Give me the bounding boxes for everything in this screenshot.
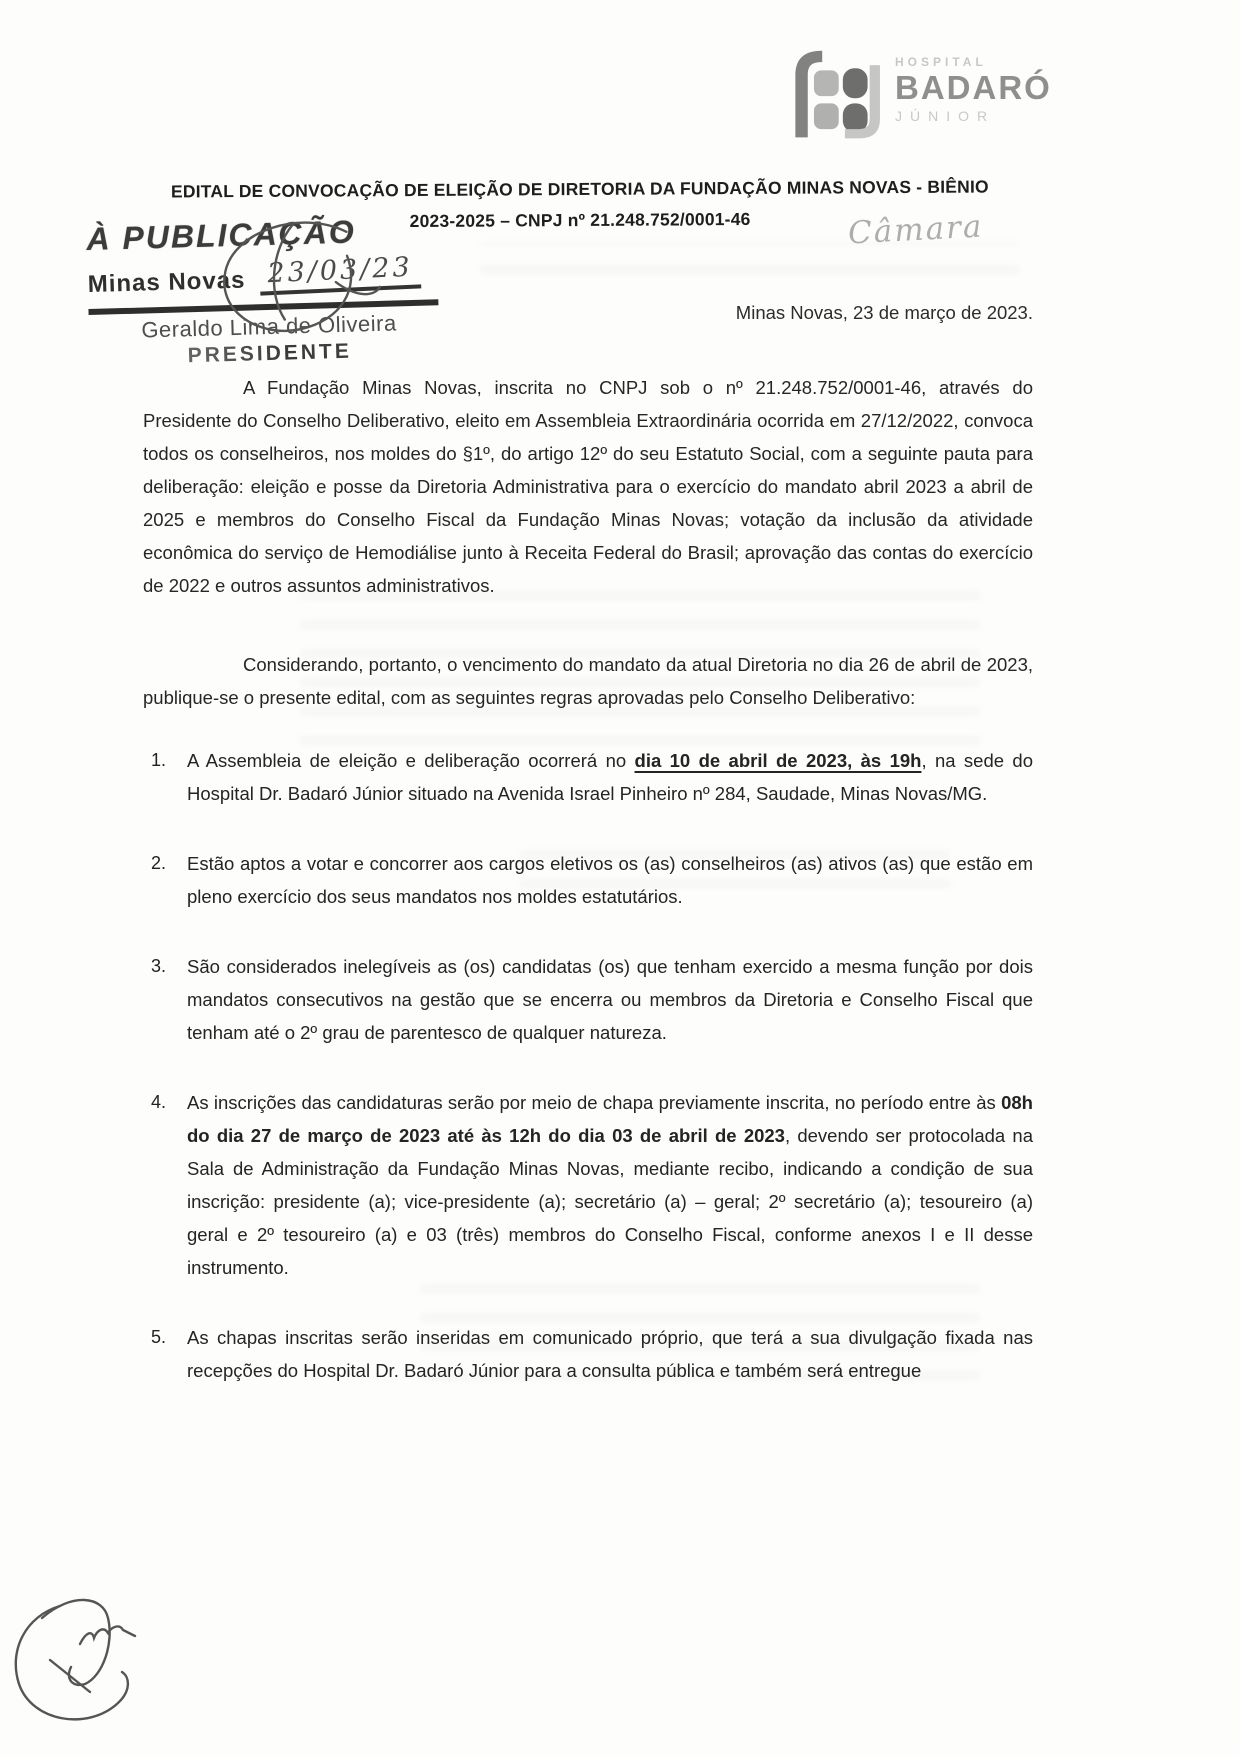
stamp-signer-name: Geraldo Lima de Oliveira [141,310,397,343]
list-item-text: Estão aptos a votar e concorrer aos cargos eletivos os (as) conselheiros (as) ativos (as) que estão em pleno exercício dos seus mandatos nos moldes estatutários. [187,853,1033,907]
list-item-number: 3. [151,956,167,976]
stamp-city-line [87,252,448,299]
handwritten-note: Câmara [847,208,985,252]
list-item-number: 4. [151,1092,167,1112]
rules-list [143,744,1033,1387]
list-item-number: 2. [151,853,167,873]
logo-hospital-label: HOSPITAL [895,55,987,69]
stamp-heading: À PUBLICAÇÃO [85,213,357,258]
document-title-line2: 2023-2025 – CNPJ nº 21.248.752/0001-46 [409,208,751,232]
document-title-line1: EDITAL DE CONVOCAÇÃO DE ELEIÇÃO DE DIRETORIA DA FUNDAÇÃO MINAS NOVAS - BIÊNIO [170,176,989,202]
list-item [143,950,1033,1049]
list-item-number: 1. [151,750,167,770]
scan-artifact [480,242,1020,294]
list-item-text [187,744,1033,810]
list-item [143,1321,1033,1387]
list-item-text-run: , devendo ser protocolada na Sala de Administração da Fundação Minas Novas, mediante recibo, indicando a condição de sua inscrição: presidente (a); vice-presidente (a); secretário (a) – geral; 2º secretário (a); tesoureiro (a) geral e 2º tesoureiro (a) e 03 (três) membros do Conselho Fiscal, conforme anexos I e II desse instrumento. [187,1125,1033,1278]
list-item-text-run: , na sede do Hospital Dr. Badaró Júnior situado na Avenida Israel Pinheiro nº 284, Saudade, Minas Novas/MG. [187,750,1033,804]
hospital-logo [783,44,1052,140]
list-item-text-run: A Assembleia de eleição e deliberação ocorrerá no [187,750,635,771]
list-item-text-run: As inscrições das candidaturas serão por meio de chapa previamente inscrita, no período entre às [187,1092,1002,1113]
list-item [143,1086,1033,1284]
logo-badaro-label: BADARÓ [895,69,1052,106]
paraph-signature [2,1588,172,1753]
list-item-text: As chapas inscritas serão inseridas em comunicado próprio, que terá a sua divulgação fixada nas recepções do Hospital Dr. Badaró Júnior para a consulta pública e também será entregue [187,1327,1033,1381]
list-item-text: São considerados inelegíveis as (os) candidatas (os) que tenham exercido a mesma função por dois mandatos consecutivos na gestão que se encerra ou membros da Diretoria e Conselho Fiscal que tenham até o 2º grau de parentesco de qualquer natureza. [187,956,1033,1043]
list-item-highlight: dia 10 de abril de 2023, às 19h [634,750,922,771]
list-item [143,847,1033,913]
logo-junior-label: JÚNIOR [895,108,996,124]
list-item-number: 5. [151,1327,167,1347]
document-body [143,296,1033,1424]
list-item-highlight: 08h do dia 27 de março de 2023 até às 12h do dia 03 de abril de 2023 [187,1092,1033,1146]
handwritten-date: 23/03/23 [259,251,422,295]
stamp-signer-role: PRESIDENTE [89,337,450,371]
list-item [143,744,1033,810]
hospital-logo-text [895,44,1052,123]
dateline: Minas Novas, 23 de março de 2023. [735,302,1033,323]
paragraph-intro: A Fundação Minas Novas, inscrita no CNPJ sob o nº 21.248.752/0001-46, através do Presidente do Conselho Deliberativo, eleito em Assembleia Extraordinária ocorrida em 27/12/2022, convoca todos os conselheiros, nos moldes do §1º, do artigo 12º do seu Estatuto Social, com a seguinte pauta para deliberação: eleição e posse da Diretoria Administrativa para o exercício do mandato abril 2023 a abril de 2025 e membros do Conselho Fiscal da Fundação Minas Novas; votação da inclusão da atividade econômica do serviço de Hemodiálise junto à Receita Federal do Brasil; aprovação das contas do exercício de 2022 e outros assuntos administrativos. [143,377,1033,596]
list-item-text [187,1086,1033,1284]
stamp-city-label: Minas Novas [87,266,246,299]
hospital-logo-icon [783,44,881,140]
paragraph-considerando: Considerando, portanto, o vencimento do mandato da atual Diretoria no dia 26 de abril de 2023, publique-se o presente edital, com as seguintes regras aprovadas pelo Conselho Deliberativo: [143,654,1033,708]
